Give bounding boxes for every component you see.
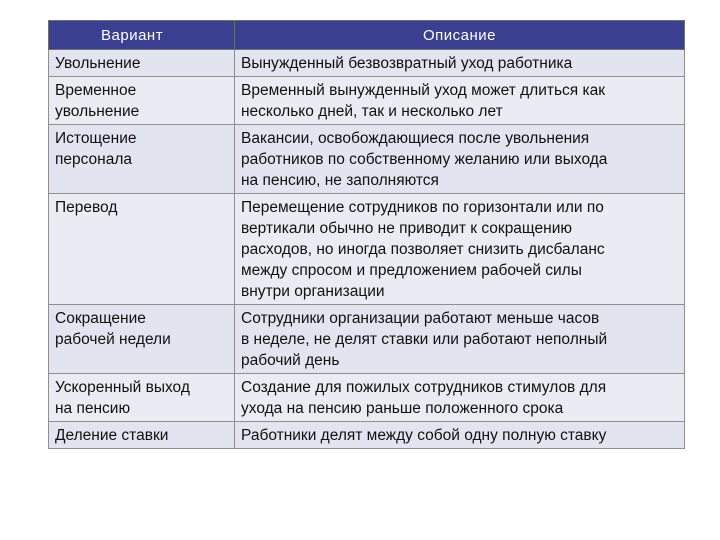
table-body	[49, 50, 685, 449]
header-variant: Вариант	[49, 21, 235, 50]
description-text-line: Создание для пожилых сотрудников стимулов для	[241, 379, 607, 396]
variant-text-line: персонала	[55, 151, 133, 168]
description-cell	[235, 194, 685, 305]
description-text-line: Временный вынужденный уход может длиться как	[241, 82, 606, 99]
variant-text-line: Сокращение	[55, 310, 146, 327]
variant-cell	[49, 305, 235, 374]
description-cell	[235, 125, 685, 194]
variant-text-line: Перевод	[55, 199, 118, 216]
variants-table	[48, 20, 685, 449]
variant-text-line: Ускоренный выход	[55, 379, 190, 396]
description-text-line: ухода на пенсию раньше положенного срока	[241, 400, 564, 417]
variant-cell	[49, 125, 235, 194]
variant-cell	[49, 50, 235, 77]
description-text-line: в неделе, не делят ставки или работают неполный	[241, 331, 608, 348]
description-cell	[235, 305, 685, 374]
description-text-line: несколько дней, так и несколько лет	[241, 103, 503, 120]
variant-text-line: рабочей недели	[55, 331, 171, 348]
variant-text-line: Временное	[55, 82, 137, 99]
variant-cell	[49, 374, 235, 422]
description-cell	[235, 77, 685, 125]
variant-text-line: увольнение	[55, 103, 140, 120]
description-text-line: внутри организации	[241, 283, 385, 300]
variant-text-line: Деление ставки	[55, 427, 169, 444]
description-text-line: Перемещение сотрудников по горизонтали или по	[241, 199, 604, 216]
variant-cell	[49, 422, 235, 449]
description-text-line: Вакансии, освобождающиеся после увольнения	[241, 130, 590, 147]
description-text-line: работников по собственному желанию или выхода	[241, 151, 608, 168]
table-row	[49, 305, 685, 374]
variant-cell	[49, 194, 235, 305]
table-row	[49, 194, 685, 305]
description-text-line: расходов, но иногда позволяет снизить дисбаланс	[241, 241, 605, 258]
variant-cell	[49, 77, 235, 125]
description-text-line: между спросом и предложением рабочей силы	[241, 262, 582, 279]
table-row	[49, 374, 685, 422]
table-container	[48, 20, 684, 449]
description-text-line: Сотрудники организации работают меньше часов	[241, 310, 600, 327]
variant-text-line: на пенсию	[55, 400, 131, 417]
table-row	[49, 125, 685, 194]
table-row	[49, 50, 685, 77]
description-text-line: на пенсию, не заполняются	[241, 172, 439, 189]
description-cell	[235, 422, 685, 449]
variant-text-line: Истощение	[55, 130, 137, 147]
description-cell	[235, 374, 685, 422]
description-text-line: Вынужденный безвозвратный уход работника	[241, 55, 573, 72]
description-cell	[235, 50, 685, 77]
description-text-line: Работники делят между собой одну полную ставку	[241, 427, 607, 444]
header-description: Описание	[235, 21, 685, 50]
variant-text-line: Увольнение	[55, 55, 141, 72]
description-text-line: рабочий день	[241, 352, 340, 369]
table-row	[49, 77, 685, 125]
table-row	[49, 422, 685, 449]
table-header-row	[49, 21, 685, 50]
description-text-line: вертикали обычно не приводит к сокращению	[241, 220, 572, 237]
